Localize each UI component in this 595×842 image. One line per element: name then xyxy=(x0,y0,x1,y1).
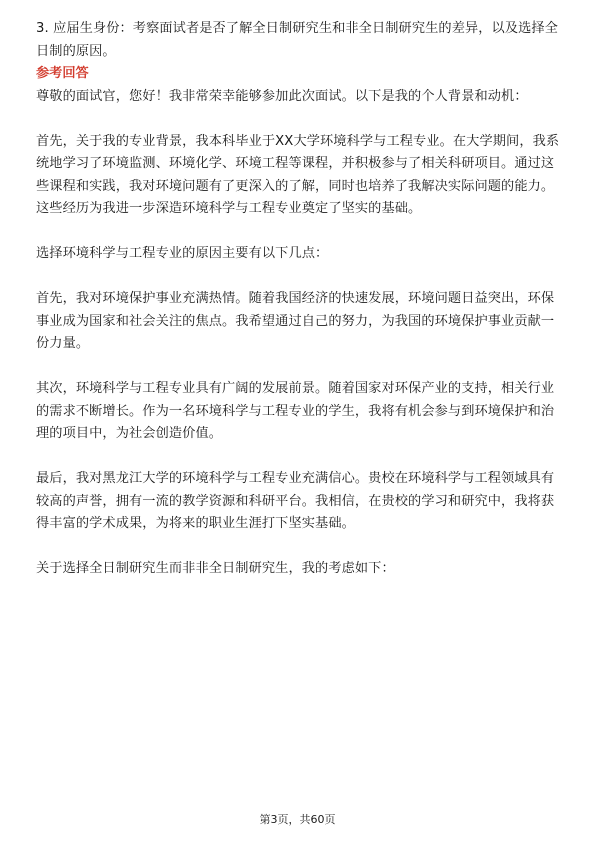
paragraph-greeting: 尊敬的面试官，您好！我非常荣幸能够参加此次面试。以下是我的个人背景和动机： xyxy=(36,88,528,104)
answer-heading: 参考回答 xyxy=(36,66,89,81)
paragraph-background: 首先，关于我的专业背景，我本科毕业于XX大学环境科学与工程专业。在大学期间，我系统地学习了环境监测、环境化学、环境工程等课程，并积极参与了相关科研项目。通过这些课程和实践，我对环境问题有了更深入的了解，同时也培养了我解决实际问题的能力。这些经历为我进一步深造环境科学与工程专业奠定了坚实的基础。 xyxy=(36,133,560,216)
paragraph-reason-prospects: 其次，环境科学与工程专业具有广阔的发展前景。随着国家对环保产业的支持，相关行业的需求不断增长。作为一名环境科学与工程专业的学生，我将有机会参与到环境保护和治理的项目中，为社会创造价值。 xyxy=(36,381,555,441)
paragraph-reasons-intro: 选择环境科学与工程专业的原因主要有以下几点： xyxy=(36,246,329,261)
paragraph-fulltime-intro: 关于选择全日制研究生而非非全日制研究生，我的考虑如下： xyxy=(36,561,395,576)
paragraph-reason-confidence: 最后，我对黑龙江大学的环境科学与工程专业充满信心。贵校在环境科学与工程领域具有较高的声誉，拥有一流的教学资源和科研平台。我相信，在贵校的学习和研究中，我将获得丰富的学术成果，为将来的职业生涯打下坚实基础。 xyxy=(36,471,555,531)
document-body xyxy=(36,18,560,581)
paragraph-spacer xyxy=(36,221,560,244)
paragraph-spacer xyxy=(36,266,560,289)
question-text: 3. 应届生身份：考察面试者是否了解全日制研究生和非全日制研究生的差异，以及选择全日制的原因。 xyxy=(36,21,558,59)
page-number: 第3页，共60页 xyxy=(259,813,336,826)
paragraph-spacer xyxy=(36,446,560,469)
paragraph-reason-passion: 首先，我对环境保护事业充满热情。随着我国经济的快速发展，环境问题日益突出，环保事业成为国家和社会关注的焦点。我希望通过自己的努力，为我国的环境保护事业贡献一份力量。 xyxy=(36,291,555,351)
paragraph-spacer xyxy=(36,536,560,559)
paragraph-spacer xyxy=(36,356,560,379)
paragraph-spacer xyxy=(36,108,560,131)
